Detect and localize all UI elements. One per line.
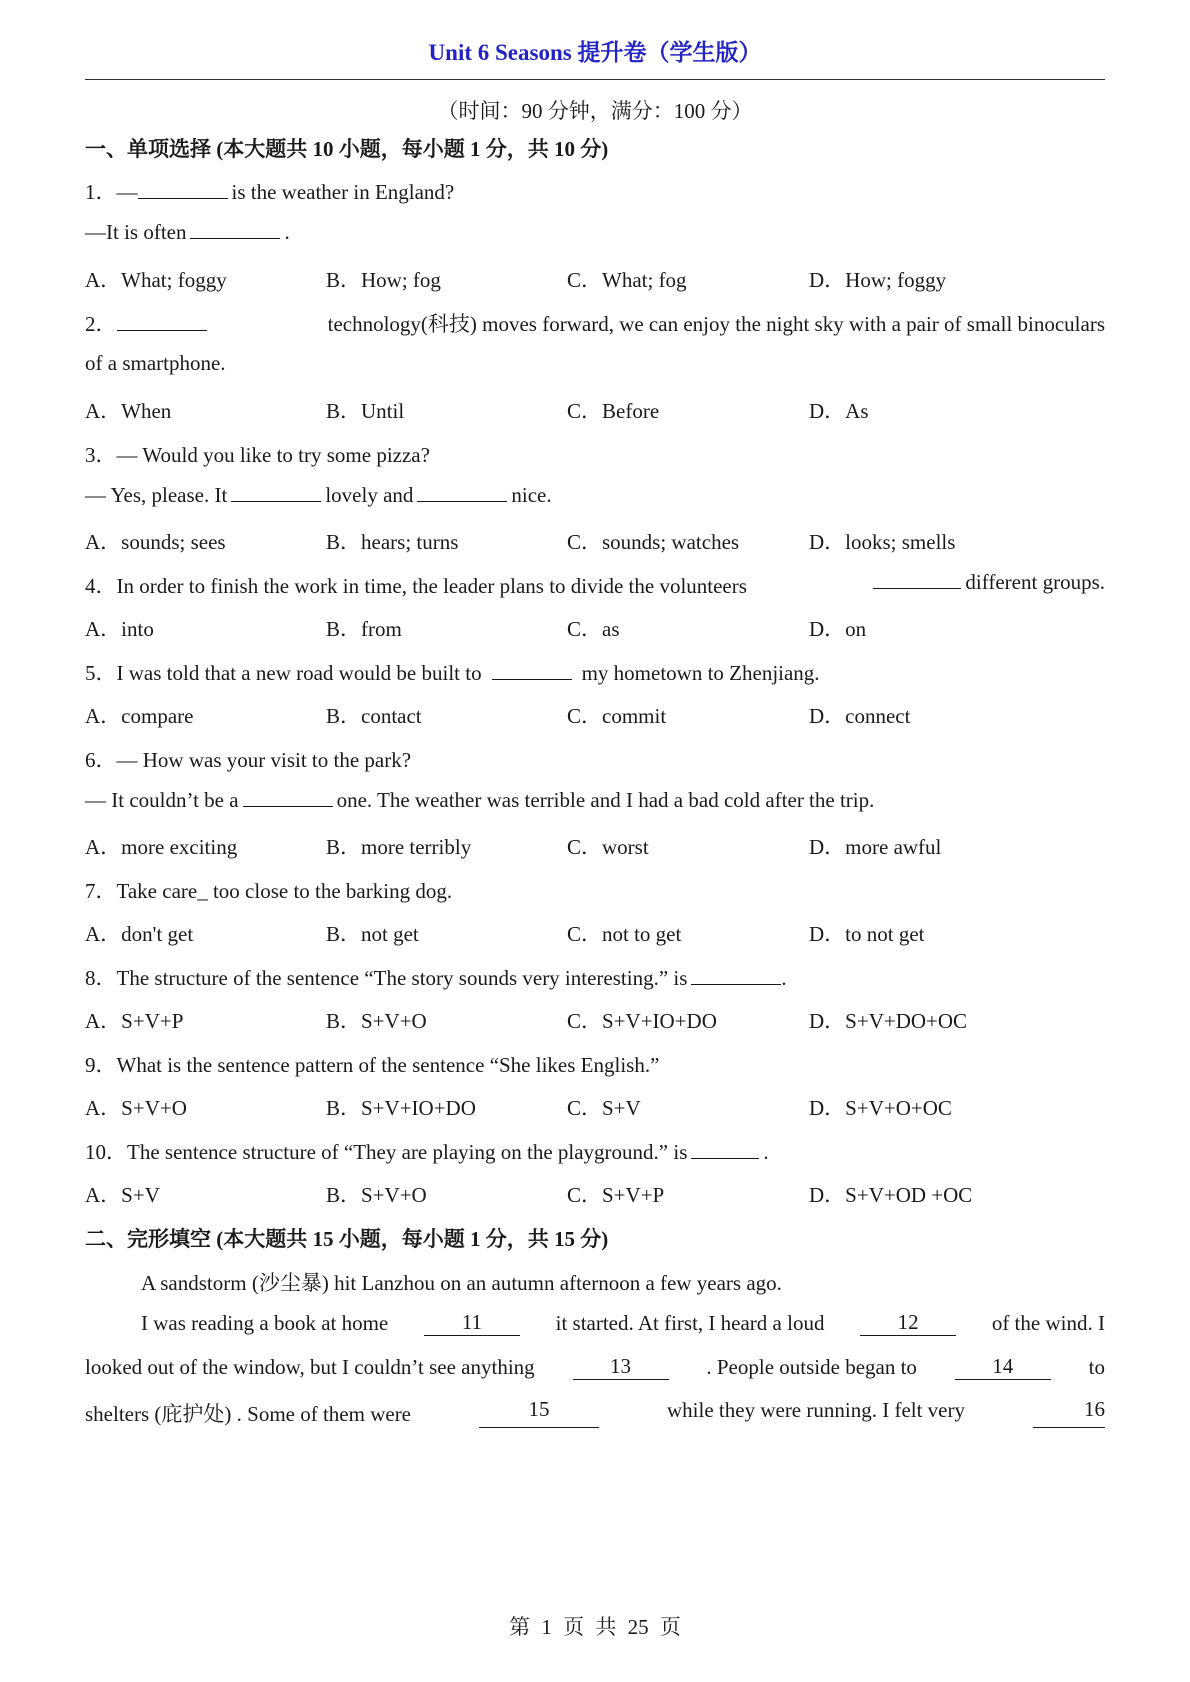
- q2-stem-cont: of a smartphone.: [85, 351, 226, 375]
- q9-option-c[interactable]: C．S+V: [567, 1096, 641, 1120]
- q8-option-a[interactable]: A．S+V+P: [85, 1009, 184, 1033]
- q8-option-c[interactable]: C．S+V+IO+DO: [567, 1009, 717, 1033]
- q8-stem: 8．The structure of the sentence “The story sounds very interesting.” is .: [85, 966, 787, 990]
- q5-option-c[interactable]: C．commit: [567, 704, 667, 728]
- q2-option-b[interactable]: B．Until: [326, 399, 405, 423]
- q8-option-b[interactable]: B．S+V+O: [326, 1009, 427, 1033]
- page-number: 第 1 页 共 25 页: [509, 1615, 681, 1639]
- q3-option-b[interactable]: B．hears; turns: [326, 530, 459, 554]
- q9-stem: 9．What is the sentence pattern of the sentence “She likes English.”: [85, 1053, 660, 1077]
- q4-option-d[interactable]: D．on: [809, 617, 867, 641]
- q3-option-c[interactable]: C．sounds; watches: [567, 530, 740, 554]
- q7-option-c[interactable]: C．not to get: [567, 922, 682, 946]
- q7-options: [85, 918, 1105, 946]
- q4-options: [85, 613, 1105, 641]
- q7-option-d[interactable]: D．to not get: [809, 922, 925, 946]
- cloze-line-1: I was reading a book at home 11 it started. At first, I heard a loud 12 of the wind. I: [141, 1310, 1105, 1335]
- q6-option-c[interactable]: C．worst: [567, 835, 649, 859]
- q7-option-a[interactable]: A．don't get: [85, 922, 194, 946]
- q6-response: — It couldn’t be a one. The weather was terrible and I had a bad cold after the trip.: [85, 788, 875, 812]
- q6-option-a[interactable]: A．more exciting: [85, 835, 238, 859]
- q10-option-a[interactable]: A．S+V: [85, 1183, 160, 1207]
- cloze-blank-15[interactable]: 15: [479, 1398, 599, 1428]
- q2-option-a[interactable]: A．When: [85, 399, 172, 423]
- q1-option-c[interactable]: C．What; fog: [567, 268, 687, 292]
- q9-option-b[interactable]: B．S+V+IO+DO: [326, 1096, 476, 1120]
- section1-heading: 一、单项选择 (本大题共 10 小题，每小题 1 分，共 10 分): [85, 137, 609, 161]
- q1-option-d[interactable]: D．How; foggy: [809, 268, 947, 292]
- q1-response: —It is often .: [85, 220, 290, 244]
- q10-option-c[interactable]: C．S+V+P: [567, 1183, 665, 1207]
- q9-option-d[interactable]: D．S+V+O+OC: [809, 1096, 952, 1120]
- q9-options: [85, 1092, 1105, 1120]
- q7-option-b[interactable]: B．not get: [326, 922, 419, 946]
- q10-option-d[interactable]: D．S+V+OD +OC: [809, 1183, 973, 1207]
- q3-options: [85, 526, 1105, 554]
- q5-option-b[interactable]: B．contact: [326, 704, 422, 728]
- q5-option-d[interactable]: D．connect: [809, 704, 911, 728]
- q2-option-d[interactable]: D．As: [809, 399, 869, 423]
- q2-options: [85, 395, 1105, 423]
- cloze-line-3: shelters (庇护处) . Some of them were 15 while they were running. I felt very 16: [85, 1397, 1105, 1426]
- q4-option-b[interactable]: B．from: [326, 617, 402, 641]
- q1-options: [85, 264, 1105, 292]
- cloze-line-2: looked out of the window, but I couldn’t see anything 13 . People outside began to 14 to: [85, 1354, 1105, 1379]
- q1-option-a[interactable]: A．What; foggy: [85, 268, 227, 292]
- q2-option-c[interactable]: C．Before: [567, 399, 660, 423]
- cloze-blank-16[interactable]: 16: [1033, 1398, 1105, 1428]
- q1-option-b[interactable]: B．How; fog: [326, 268, 441, 292]
- q3-option-a[interactable]: A．sounds; sees: [85, 530, 226, 554]
- q3-option-d[interactable]: D．looks; smells: [809, 530, 956, 554]
- q1-stem: 1．— is the weather in England?: [85, 180, 455, 204]
- q6-option-d[interactable]: D．more awful: [809, 835, 942, 859]
- exam-time-info: （时间：90 分钟，满分：100 分）: [437, 99, 753, 123]
- q3-response: — Yes, please. It lovely and nice.: [85, 483, 552, 507]
- q3-stem: 3．— Would you like to try some pizza?: [85, 443, 430, 467]
- q4-option-c[interactable]: C．as: [567, 617, 620, 641]
- q4-stem: 4．In order to finish the work in time, the leader plans to divide the volunteers different groups.: [85, 570, 1105, 598]
- header-divider: [85, 79, 1105, 80]
- cloze-blank-11[interactable]: 11: [424, 1311, 520, 1336]
- cloze-blank-12[interactable]: 12: [860, 1311, 956, 1336]
- q5-options: [85, 700, 1105, 728]
- page-title: Unit 6 Seasons 提升卷（学生版）: [428, 40, 762, 65]
- q6-stem: 6．— How was your visit to the park?: [85, 748, 412, 772]
- q2-stem: 2． technology(科技) moves forward, we can enjoy the night sky with a pair of small binoculars: [85, 312, 1105, 336]
- cloze-blank-13[interactable]: 13: [573, 1355, 669, 1380]
- q8-option-d[interactable]: D．S+V+DO+OC: [809, 1009, 968, 1033]
- cloze-paragraph-1: A sandstorm (沙尘暴) hit Lanzhou on an autumn afternoon a few years ago.: [141, 1271, 782, 1295]
- q5-option-a[interactable]: A．compare: [85, 704, 194, 728]
- section2-heading: 二、完形填空 (本大题共 15 小题，每小题 1 分，共 15 分): [85, 1227, 609, 1251]
- q8-options: [85, 1005, 1105, 1033]
- q10-option-b[interactable]: B．S+V+O: [326, 1183, 427, 1207]
- q6-option-b[interactable]: B．more terribly: [326, 835, 472, 859]
- q9-option-a[interactable]: A．S+V+O: [85, 1096, 187, 1120]
- q10-stem: 10．The sentence structure of “They are playing on the playground.” is .: [85, 1140, 769, 1164]
- cloze-blank-14[interactable]: 14: [955, 1355, 1051, 1380]
- q6-options: [85, 831, 1105, 859]
- q5-stem: 5．I was told that a new road would be built to my hometown to Zhenjiang.: [85, 661, 820, 685]
- q4-option-a[interactable]: A．into: [85, 617, 154, 641]
- q7-stem: 7．Take care_ too close to the barking dog.: [85, 879, 453, 903]
- q10-options: [85, 1179, 1105, 1207]
